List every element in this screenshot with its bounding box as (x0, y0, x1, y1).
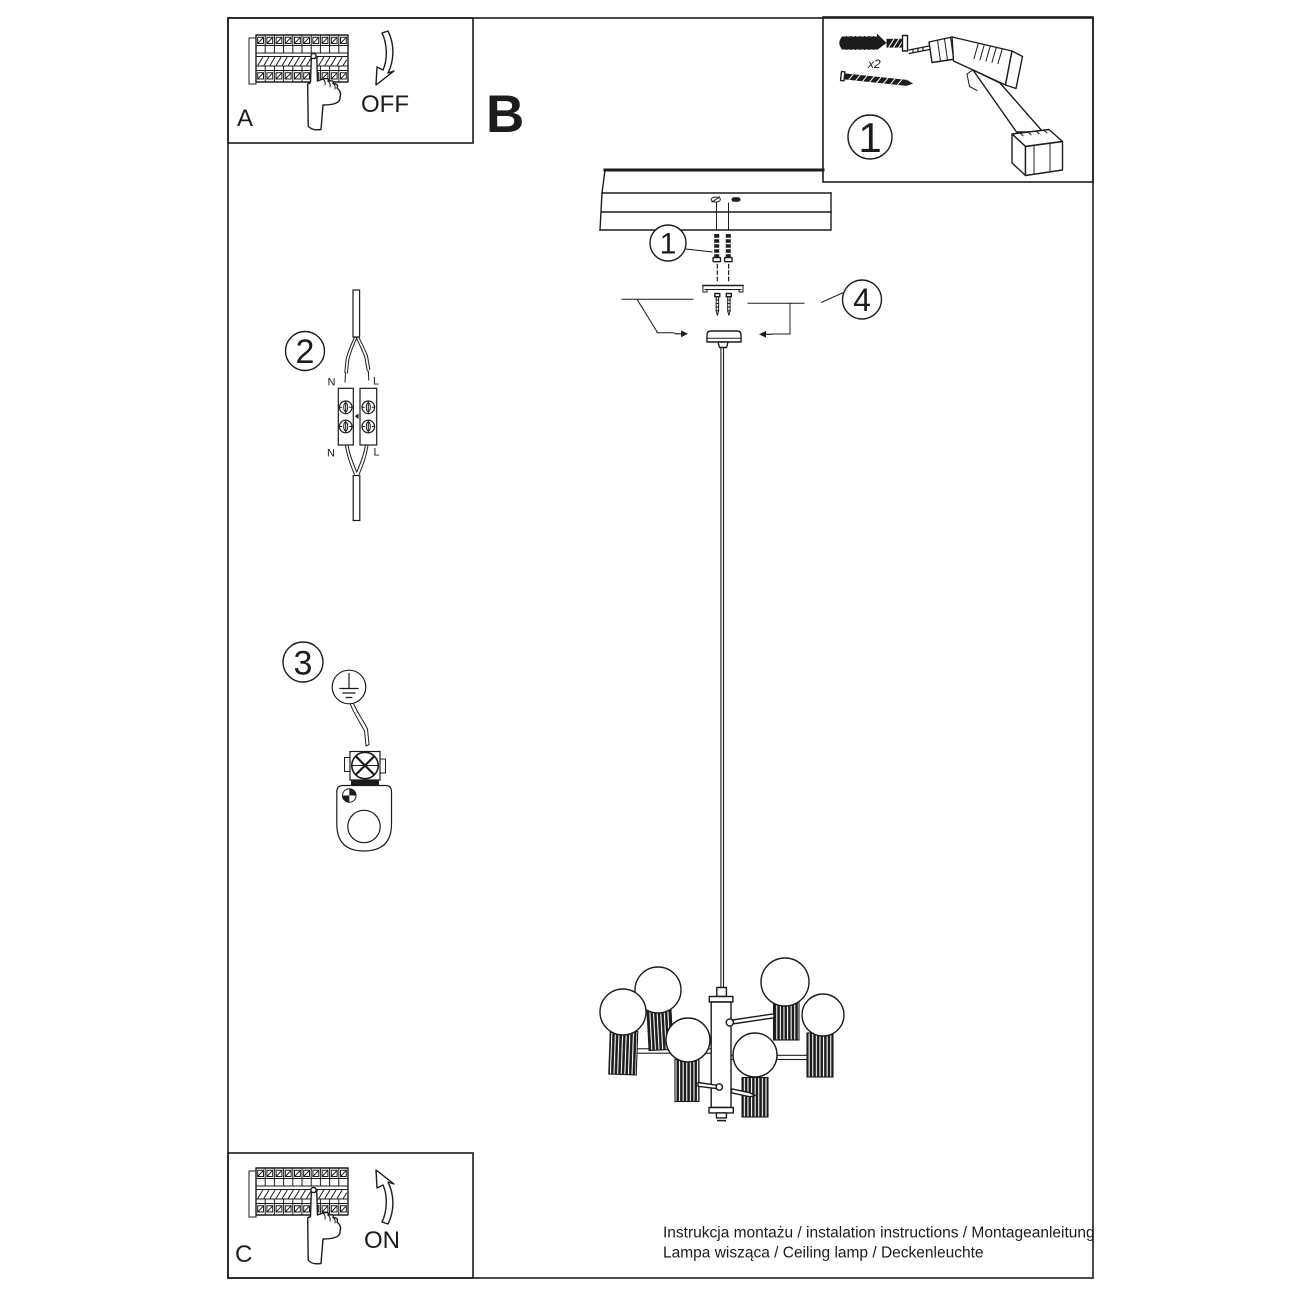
breaker-panel-icon (249, 35, 348, 84)
wiring-diagram (286, 290, 380, 521)
lamp-body-tube (709, 997, 733, 1121)
mounting-screws (713, 234, 732, 283)
mounting-bracket (703, 286, 743, 316)
screw-icon (841, 72, 914, 89)
bulb (802, 994, 844, 1036)
pendant-lamp (600, 958, 844, 1121)
lamp-cable-bottom (353, 476, 360, 521)
terminal-block (338, 388, 376, 445)
step-b-label: B (486, 85, 525, 144)
callout-bracket-number: 4 (853, 282, 871, 318)
bulb (733, 1033, 777, 1077)
wire-connector (717, 988, 727, 997)
on-label: ON (364, 1227, 400, 1254)
tools-box (823, 17, 1093, 182)
ceiling-assembly (600, 170, 882, 348)
bulb (600, 989, 646, 1035)
callout-tools-badge (848, 114, 892, 161)
supply-cable-top (353, 290, 360, 337)
callout-bracket-badge (822, 280, 882, 319)
footer-line2: Lampa wisząca / Ceiling lamp / Deckenleuchte (663, 1244, 984, 1262)
callout-tools-number: 1 (858, 114, 882, 161)
bulb (761, 958, 809, 1006)
callout-wiring-number: 2 (295, 333, 315, 371)
canopy (707, 331, 741, 348)
bulb (666, 1018, 710, 1062)
ceiling-plate (600, 170, 831, 230)
callout-wiring-badge (286, 332, 325, 372)
callout-ground-number: 3 (293, 644, 313, 683)
ground-terminal (345, 752, 386, 786)
step-a-label: A (237, 105, 254, 132)
off-label: OFF (361, 91, 409, 118)
step-c-label: C (235, 1241, 253, 1268)
cable-split-bottom (346, 445, 369, 474)
shade-ribbed (807, 1033, 833, 1077)
callout-screws-number: 1 (659, 227, 677, 261)
ground-symbol-icon (332, 670, 366, 704)
shade-ribbed (609, 1031, 638, 1075)
arrow-down-icon (376, 31, 394, 85)
drill-icon (909, 37, 1063, 176)
cable-split-top (345, 337, 370, 382)
mounting-body (337, 786, 392, 852)
arrow-up-icon (376, 1170, 394, 1224)
step-a-box (228, 18, 473, 143)
terminal-label-n-bottom: N (327, 447, 335, 460)
breaker-panel-icon (249, 1168, 348, 1217)
terminal-label-n-top: N (327, 376, 336, 389)
pendant-wire (721, 348, 724, 988)
terminal-label-l-bottom: L (373, 446, 380, 459)
page-border (228, 18, 1093, 1278)
footer-line1: Instrukcja montażu / instalation instructions / Montageanleitung (663, 1224, 1095, 1242)
callout-ground-badge (283, 642, 323, 683)
shade-ribbed (675, 1060, 699, 1102)
step-c-box (228, 1153, 473, 1278)
ground-wire (351, 704, 370, 747)
shade-ribbed (742, 1078, 768, 1118)
wall-plug-icon (839, 34, 907, 52)
grounding-diagram (283, 642, 392, 851)
quantity-label: x2 (868, 57, 881, 71)
footer (663, 1225, 1095, 1262)
terminal-label-l-top: L (372, 375, 380, 388)
